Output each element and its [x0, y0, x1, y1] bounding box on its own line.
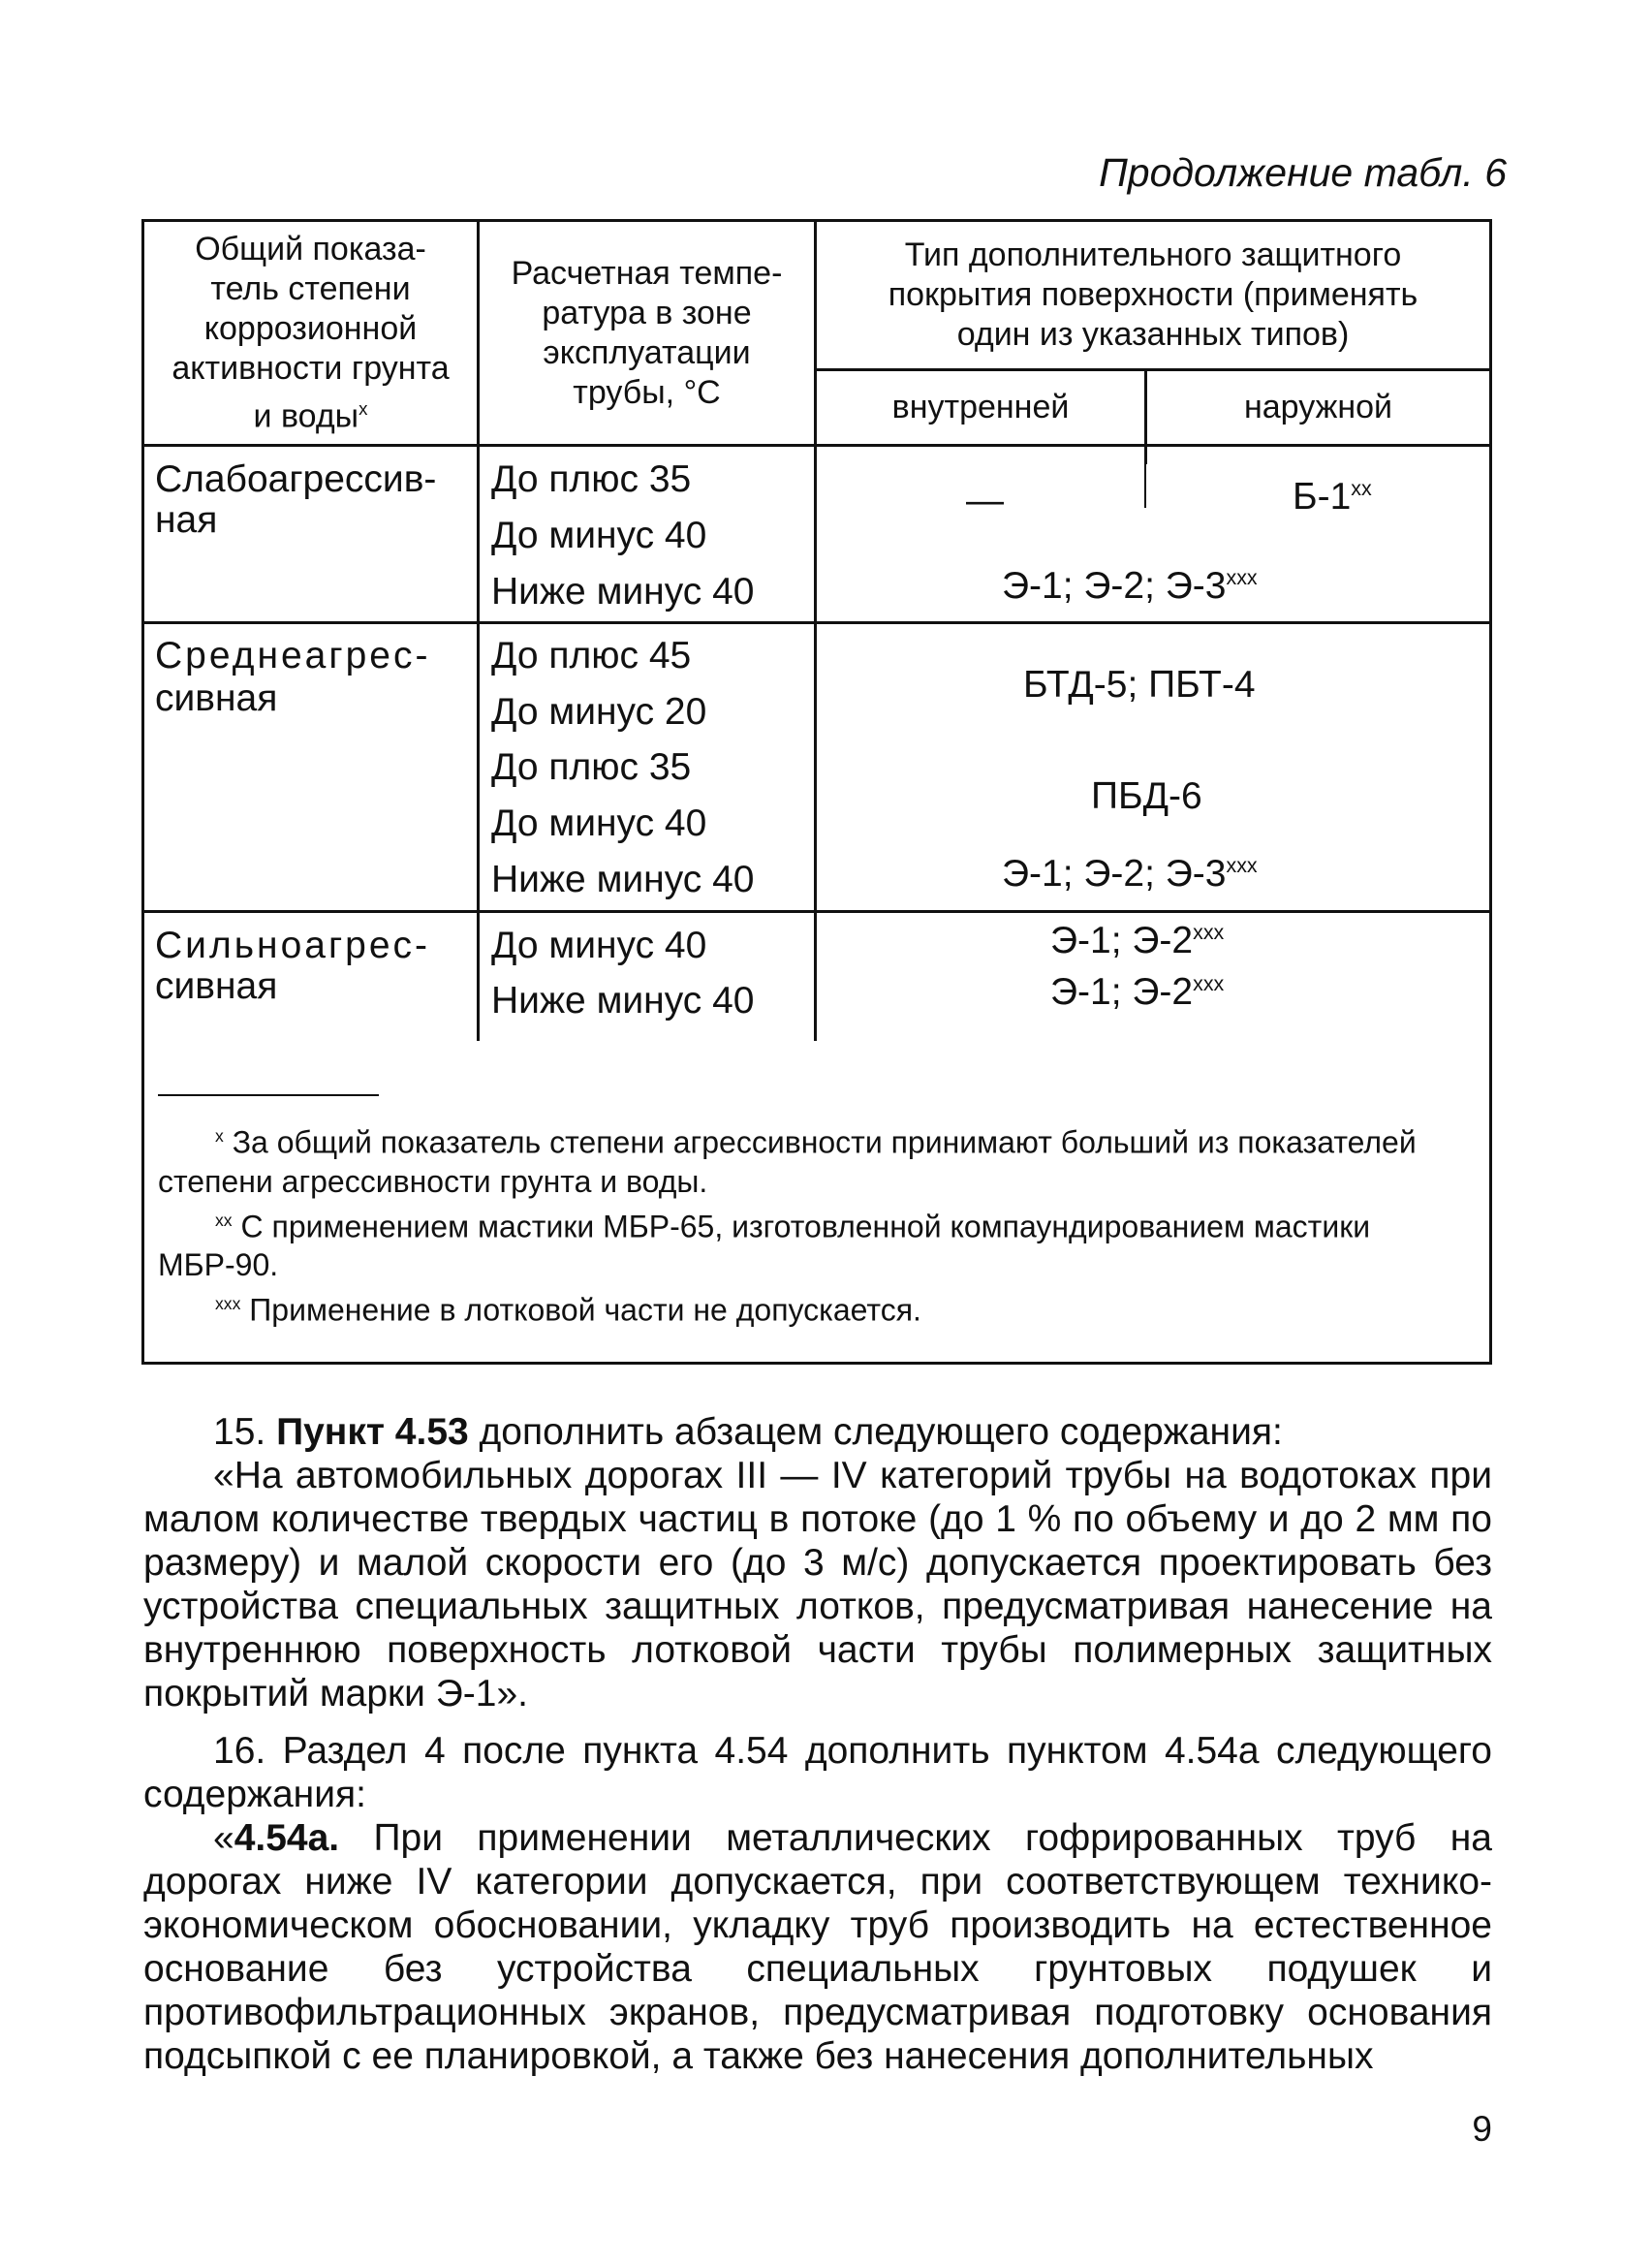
- footnote: $^{xxx}$ Применение в лотковой части не допускается.: [215, 1292, 921, 1328]
- footnote-rule: [158, 1094, 379, 1096]
- coating-value: Э-1; Э-2; Э-3$^{xxx}$: [1002, 853, 1258, 895]
- page-number: 9: [1472, 2109, 1492, 2149]
- coating-value: —: [966, 480, 1004, 521]
- temperature-value: До плюс 35: [491, 746, 692, 788]
- temperature-value: До плюс 35: [491, 458, 692, 500]
- header-cell-aggressiveness: Общий показа- тель степени коррозионной активности грунта и воды$^x$: [171, 230, 450, 435]
- coating-value: ПБД-6: [1091, 775, 1202, 817]
- temperature-value: Ниже минус 40: [491, 571, 755, 613]
- body-text: [143, 1410, 1492, 2078]
- temperature-value: До минус 40: [491, 925, 707, 966]
- category-label: ная: [155, 499, 218, 541]
- header-cell-coating-type: Тип дополнительного защитного покрытия поверхности (применять один из указанных типов): [888, 236, 1418, 353]
- paragraph-15: 15. Пункт 4.53 дополнить абзацем следующего содержания:: [213, 1411, 1283, 1453]
- category-label: Слабоагрессив-: [155, 458, 437, 500]
- coating-value: Э-1; Э-2$^{xxx}$: [1050, 971, 1225, 1013]
- paragraph-15-quote: «На автомобильных дорогах III — IV категорий трубы на водотоках при малом количестве твердых частиц в потоке (до 1 % по объему и до 2 мм по размеру) и малой скорости его (до 3 м/с) допускается проектировать без устройства специальных защитных лотков, предусматривая нанесение на внутреннюю поверхность лотковой части трубы полимерных защитных покрытий марки Э-1».: [143, 1455, 1492, 1714]
- temperature-value: Ниже минус 40: [491, 980, 755, 1022]
- temperature-value: До минус 40: [491, 515, 707, 556]
- footnote: $^{xx}$ С применением мастики МБР-65, изготовленной компаундированием мастики МБР-90.: [158, 1209, 1371, 1283]
- paragraph-16-quote: «4.54а. При применении металлических гофрированных труб на дорогах ниже IV категории допускается, при соответствующем технико-экономическом обосновании, укладку труб производить на естественное основание без устройства специальных грунтовых подушек и противофильтрационных экранов, предусматривая подготовку основания подсыпкой с ее планировкой, а также без нанесения дополнительных: [143, 1817, 1492, 2077]
- coating-value: Э-1; Э-2$^{xxx}$: [1050, 920, 1225, 961]
- header-cell-outer: наружной: [1243, 389, 1393, 425]
- table-footnotes: [158, 1117, 1481, 1330]
- category-label: Среднеагрес-: [155, 635, 431, 676]
- header-cell-temperature: Расчетная темпе- ратура в зоне эксплуатации трубы, °С: [511, 254, 783, 411]
- table-divider: [144, 910, 1489, 913]
- category-label: сивная: [155, 965, 278, 1007]
- header-cell-inner: внутренней: [891, 389, 1070, 425]
- table-divider: [144, 621, 1489, 624]
- table-continuation-caption: Продолжение табл. 6: [1099, 150, 1507, 195]
- coating-value: Э-1; Э-2; Э-3$^{xxx}$: [1002, 565, 1258, 607]
- temperature-value: Ниже минус 40: [491, 859, 755, 900]
- footnote: $^x$ За общий показатель степени агрессивности принимают больший из показателей степени агрессивности грунта и воды.: [158, 1124, 1417, 1199]
- category-label: Сильноагрес-: [155, 925, 431, 966]
- category-label: сивная: [155, 677, 278, 719]
- temperature-value: До минус 40: [491, 802, 707, 844]
- coating-value: БТД-5; ПБТ-4: [1023, 664, 1256, 706]
- table-divider: [144, 444, 1489, 447]
- temperature-value: До плюс 45: [491, 635, 692, 676]
- coating-value: Б-1$^{xx}$: [1293, 476, 1372, 518]
- table-divider: [1144, 444, 1146, 508]
- temperature-value: До минус 20: [491, 691, 707, 733]
- paragraph-16: 16. Раздел 4 после пункта 4.54 дополнить пунктом 4.54а следующего содержания:: [143, 1730, 1492, 1815]
